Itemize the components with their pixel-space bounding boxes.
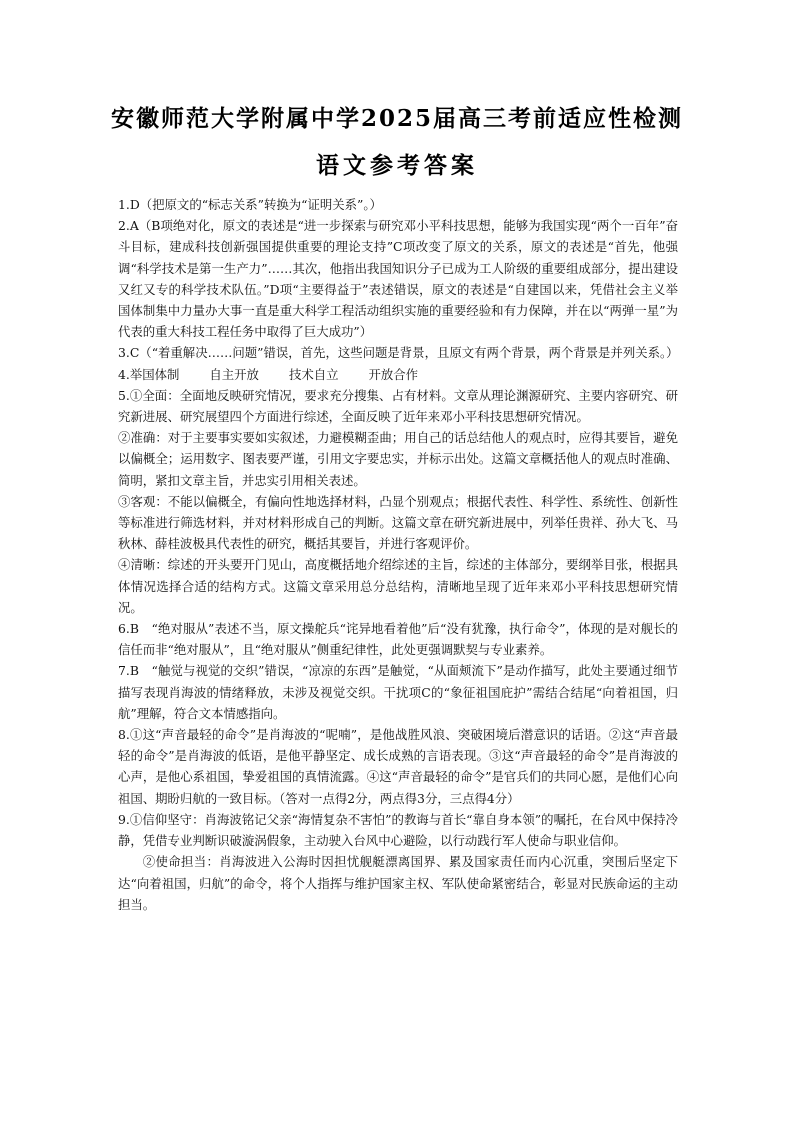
answer-q4-item3: 技术自立 [288, 366, 339, 382]
answer-q9-part1: 9.①信仰坚守：肖海波铭记父亲“海情复杂不害怕”的教诲与首长“靠自身本领”的嘱托，在台风中保持冷静，凭借专业判断识破漩涡假象，主动驶入台风中心避险，以行动践行军人使命与职业信仰。 [118, 811, 678, 849]
answer-q4-item4: 开放合作 [368, 366, 419, 382]
answer-q8: 8.①这“声音最轻的命令”是肖海波的“呢喃”，是他战胜风浪、突破困境后潜意识的话语。②这“声音最轻的命令”是肖海波的低语，是他平静坚定、成长成熟的言语表现。③这“声音最轻的命令”是肖海波的心声，是他心系祖国，挚爱祖国的真情流露。④这“声音最轻的命令”是官兵们的共同心愿，是他们心向祖国、期盼归航的一致目标。（答对一点得2分，两点得3分，三点得4分） [118, 727, 678, 806]
answer-q6: 6.B “绝对服从”表述不当，原文操舵兵“诧异地看着他”后“没有犹豫，执行命令”，体现的是对舰长的信任而非“绝对服从”，且“绝对服从”侧重纪律性，此处更强调默契与专业素养。 [118, 621, 678, 658]
answer-q5-part1: 5.①全面：全面地反映研究情况，要求充分搜集、占有材料。文章从理论渊源研究、主要内容研究、研究新进展、研究展望四个方面进行综述，全面反映了近年来邓小平科技思想研究情况。 [118, 387, 678, 425]
answer-q3: 3.C（“着重解决……问题”错误，首先，这些问题是背景，且原文有两个背景，两个背景是并列关系。） [118, 345, 679, 361]
answer-q4-item2: 自主开放 [209, 366, 259, 382]
answer-content [118, 194, 678, 915]
answer-q4-item1: 4.举国体制 [118, 366, 180, 382]
answer-q4 [118, 364, 678, 385]
answer-q5-part4: ④清晰：综述的开头要开门见山，高度概括地介绍综述的主旨，综述的主体部分，要纲举目张，根据具体情况选择合适的结构方式。这篇文章采用总分总结构，清晰地呈现了近年来邓小平科技思想研究情况。 [118, 557, 678, 615]
answer-q9-part2: ②使命担当：肖海波进入公海时因担忧舰艇漂离国界、累及国家责任而内心沉重，突围后坚定下达“向着祖国，归航”的命令，将个人指挥与维护国家主权、军队使命紧密结合，彰显对民族命运的主动担当。 [118, 854, 678, 912]
answer-q7: 7.B “触觉与视觉的交织”错误，“凉凉的东西”是触觉，“从面颊流下”是动作描写，此处主要通过细节描写表现肖海波的情绪释放，未涉及视觉交织。干扰项C的“象征祖国庇护”需结合结尾“向着祖国，归航”理解，符合文本情感指向。 [118, 663, 678, 721]
answer-q5-part2: ②准确：对于主要事实要如实叙述，力避模糊歪曲；用自己的话总结他人的观点时，应得其要旨，避免以偏概全；运用数字、图表要严谨，引用文字要忠实，并标示出处。这篇文章概括他人的观点时准确、简明，紧扣文章主旨，并忠实引用相关表述。 [118, 430, 678, 488]
answer-q1: 1.D（把原文的“标志关系”转换为“证明关系”。） [118, 197, 382, 212]
page-subtitle: 语文参考答案 [316, 152, 478, 179]
page-title: 安徽师范大学附属中学2025届高三考前适应性检测 [110, 105, 683, 132]
answer-q2: 2.A（B项绝对化，原文的表述是“进一步探索与研究邓小平科技思想，能够为我国实现“两个一百年”奋斗目标，建成科技创新强国提供重要的理论支持”C项改变了原文的关系，原文的表述是“首先，他强调“科学技术是第一生产力”……其次，他指出我国知识分子已成为工人阶级的重要组成部分，提出建设又红又专的科学技术队伍。”D项“主要得益于”表述错误，原文的表述是“自建国以来，凭借社会主义举国体制集中力量办大事一直是重大科学工程活动组织实施的重要经验和有力保障，并在以“两弹一星”为代表的重大科技工程任务中取得了巨大成功”） [118, 218, 678, 340]
answer-q5-part3: ③客观：不能以偏概全，有偏向性地选择材料，凸显个别观点；根据代表性、科学性、系统性、创新性等标准进行筛选材料，并对材料形成自己的判断。这篇文章在研究新进展中，列举任贵祥、孙大飞、马秋林、薛桂波极具代表性的研究，概括其要旨，并进行客观评价。 [118, 493, 678, 552]
